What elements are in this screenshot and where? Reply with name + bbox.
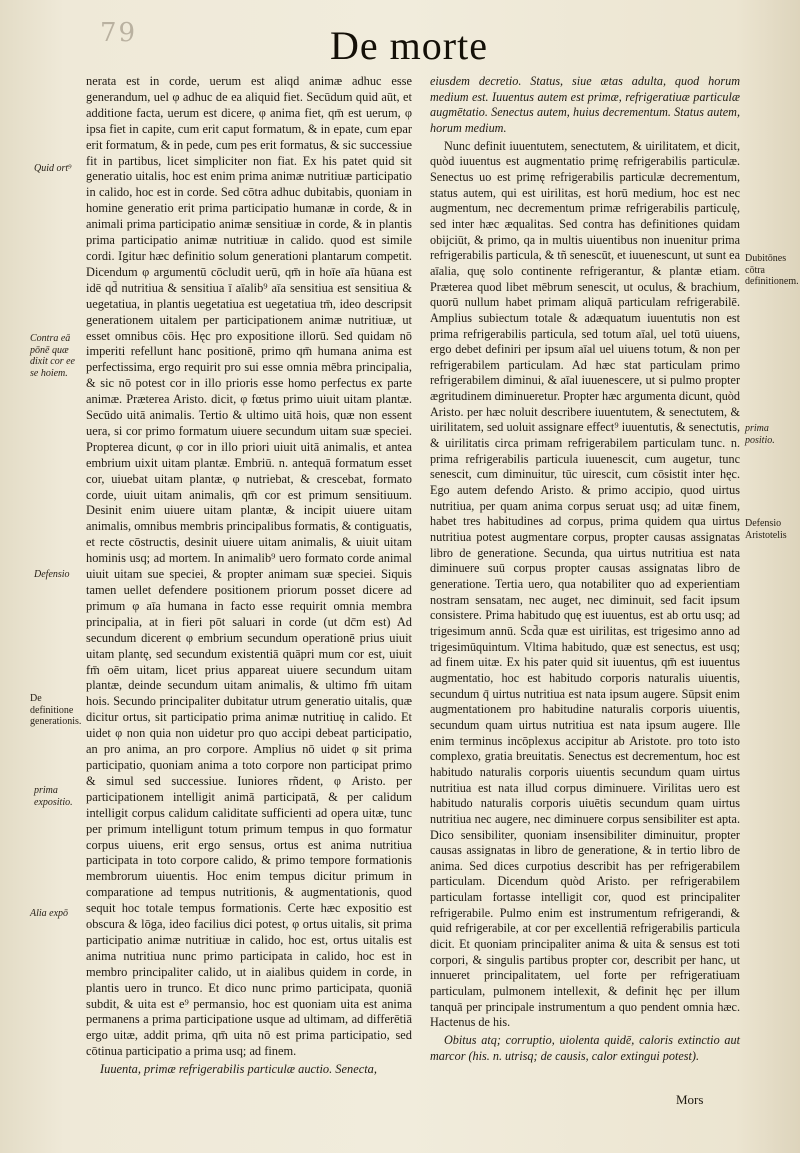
margin-note-contra-ea: Contra eā pōnē quæ dixit cor ee se hoiem. <box>30 333 75 379</box>
margin-note-prima-positio: prima positio. <box>745 423 775 446</box>
right-column <box>430 74 740 1064</box>
folio-number: 79 <box>100 18 138 48</box>
running-head: De morte <box>330 23 488 68</box>
right-column-closing-italic: Obitus atq; corruptio, uiolenta quidē, caloris extinctio aut marcor (his. n. utrisq; de causis, calor extingui potest). <box>430 1033 740 1063</box>
margin-note-de-definitione: De definitione generationis. <box>30 693 82 727</box>
margin-note-quid-ortus: Quid ort⁹ <box>34 163 72 174</box>
margin-note-prima-expositio: prima expositio. <box>34 785 73 808</box>
catchword: Mors <box>676 1092 704 1107</box>
margin-note-defensio-aristotelis: Defensio Aristotelis <box>745 518 787 541</box>
margin-note-alia-expositio: Alia expō <box>30 908 69 919</box>
margin-note-defensio: Defensio <box>34 569 70 580</box>
left-column <box>86 74 412 1078</box>
right-column-opening-italic: eiusdem decretio. Status, siue ætas adulta, quod horum medium est. Iuuentus autem est primæ, refrigeratiuæ particulæ augmētatio. Senectus autem, huius decrementum. Status autem, horum medium. <box>430 74 740 135</box>
right-column-text: Nunc definit iuuentutem, senectutem, & uirilitatem, et dicit, quòd iuuentus est augmentatio primę refrigerabilis particulæ. Senectus uo est primę refrigerabilis particulæ decrementum, status autem, qui est uirilitas, est horū medium, hoc est nec augmentum, nec decrementum primæ refrigerabilis particulę, sed inter hæc æqualitas. Sed contra has definitiones quidam obijciūt, & primo, qa in multis uiuentibus non inuenitur prima refrigerabilis particula, & tñ senescūt, et iuuenescunt, ut sunt ea aīalia, quę solo continente refrigerantur, & plantæ etiam. Præterea quod libet mēbrum senescit, ut oculus, & brachium, quorū nullum habet primam aliquā particulam refrigerabilē. Amplius subiectum totale & adæquatum iuuentutis non est prima refrigerabilis particula, sed totum aīal, uel totū uiuens, ergo debet definiri per ipsum aīal uel uiuens totum, & non per refrigerabilem particulam. Ad hæc stat particulam primo refrigerabilem diminui, & aīal iuuenescere, ut si pulmo propter ægritudinem diminueretur. Propter hæc argumenta dicunt, quòd Aristo. per hæc noluit describere iuuentutem, & senectutem, & uirilitatem, sed uoluit assignare effect⁹ iuuentutis, & senectutis, & uirilitatis circa primam refrigerabilem particulam tunc. n. prima refrigerabilis particula iuuenescit, cum augetur, tunc senescit, cum diminuitur, tūc uirescit, cum cōsistit inter hęc. Ego autem defendo Aristo. & primo accipio, quod uirtus nutritiua, per quam anima corpus seruat usq; ad uitæ finem, habet tres habitudines ad corpus, prima quidem qua uirtus nutritiua potest augmentare corpus, propter causas assignatas libro de generatione. Secunda, qua uirtus nutritiua est nata diminuere suū corpus propter causas assignatas libro de generatione. Tertia uero, qua notabiliter quo ad experientiam nostram sensatam, nec auget, nec diminuit, sed facit ipsum consistere. Prima habitudo quę est iuuentus, est ab ortu usq; ad trigesimum annū. Scd̄a quæ est uirilitas, est trigesimo anno ad trigesimūquintum. Vltima habitudo, quæ est senectus, est usq; ad finem uitæ. Ex his pater quid sit iuuentus, qm̄ est iuuentus augmentatio, hoc est habitudo corporis naturalis uiuentis, secundum q̄ uirtus nutritiua est nata ipsum augere. Sūpsit enim augmentationem pro habitudine naturalis corporis uiuentis, secundum quam uirtus nutritiua est nata ipsum augere. Ille enim terminus incōplexus accipitur ab Aristote. pro toto isto complexo, gratia breuitatis. Senectus est decrementum, hoc est habitudo naturalis corporis uiuentis secundum quam uirtus nutritiua est nata illud corpus diminuere. Virilitas uero est habitudo naturalis corporis uiuētis secundum quam uirtus nutritiua nec augere, nec diminuere corpus sensibiliter est apta. Dico sensibiliter, quoniam insensibiliter diminuitur, propter causas assignatas in libro de generatione, & in tertio libro de anima. Sed dices curpotius describit has per refrigerabilem particulam. Dicendum quòd Aristo. per refrigerabilem particulam fortasse intelligit cor, quod est principaliter refrigerabile. Pulmo enim est instrumentum refrigerandi, & quid refrigerabile, at cor per excellentiā refrigerabilis particula dicit. Et quoniam principaliter anima & uita & sensus est toti corpori, & singulis partibus propter cor, describit per hanc, ut innueret principalitatem, uel forte per refrigeratiuam particulam, pulmonem intellexit, & definit hęc per illum tanquā per principale instrumentum a quo pendent omnia hæc. Hactenus de his. <box>430 138 741 1030</box>
left-column-closing-italic: Iuuenta, primæ refrigerabilis particulæ auctio. Senecta, <box>100 1062 377 1077</box>
left-column-text: nerata est in corde, uerum est aliqd animæ adhuc esse generandum, uel φ adhuc de ea aliquid fiet. Secūdum quid aūt, et additione facta, uerum est dicere, φ anima fiet, qm̄ est uerum, φ ipsa fiet in capite, cum erit caput formatum, & in epate, cum epar erit formatum, & in pede, cum pes erit formatus, & sic successiue fit in partibus, licet simpliciter non fiat. Ex his patet quid sit generatio uitalis, hoc est enim prima animæ nutritiuæ participatio in calido, hoc est in corde. Sed cōtra adhuc dubitabis, quoniam in homine generatio erit prima participatio humanæ in corde, & in animali prima participatio animæ sensitiuæ in corde, & in plantis prima participatio animæ nutritiuæ in calido. quod est simile cordi. Igitur hæc definitio solum generationi plantarum competit. Dicendum φ argumentū cōcludit uerū, qm̄ in hoīe aīa hūana est idē qd̄ nutritiua & sensitiua ī aīalib⁹ aīa sensitiua est sensitiua & uegetatiua, in plantis uegetatiua est uegetatiua tm̄, ideo descripsit generationem uitalem per participationem animæ nutritiuæ, ut esset omnibus cōis. Hęc pro expositione illorū. Sed quidam nō imperiti refellunt hanc positionē, primo qm̄ humana anima est perfectissima, ergo requirit pro sui esse omnia mēbra principalia, & sic nō potest cor in illo prioris esse homo perfectus ex parte animæ. Præterea Aristo. dicit, φ fœtus primo uiuit uitam plantæ. Secūdo uitā animalis. Tertio & ultimo uitā hois, quæ non essent uera, si cor primo formatum uiuere secundum uitam suæ speciei. Propterea dicunt, φ cor in illo priori uiuit uitā animalis, et antea embrium uixit uitam plantæ. Embriū. n. antequā formatum esset cor, uiuebat uitam plantæ, φ nutriebat, & crescebat, formato corde, uiuit uitam animalis, qm̄ cor est primum sensitiuum. Desinit enim uiuere uitam plantæ, & incipit uiuere uitam animalis, omnibus membris principalibus formatis, & contiguatis, et recte cōstructis, desinit uiuere uitam animalis, & uiuit uitam hominis usq; ad mortem. In animalib⁹ uero formato corde animal uiuit uitam sue speciei, & propter animam suæ speciei. Siquis tamen uellet defendere positionem priorum posset dicere ad primum φ aīa humana in facto esse requirit omnia membra principalia, at in fieri pōt saluari in corde (ut dc̄m est) Ad secundum dicerent φ embrium secundum operationē prius uiuit uitam plantę, sed secundum existentiā quāpri mum cor est, uiuit fm̄ oēm uitam, licet prius appareat uiuere secundum uitam plantæ, deinde secundum uitam animalis, & ultimo fm̄ uitam hois. Secundo principaliter dubitatur utrum generatio uitalis, quæ dicitur ortus, sit participatio prima animæ nutritiuę in calido. Et uidet φ non quia non uidetur pro quo accipi debeat participatio, an pro anima, an pro corpore. Amplius nō uidet φ sit prima participatio, quoniam anima a toto corpore non participat primo & simul sed successiue. Iuniores rñdent, φ Aristo. per participationem intelligit animā participatā, & per calidum intelligit corpus calidum caliditate sufficienti ad opera uitæ, tunc per primum intelligunt totum primum tempus in quo formatur corpus uiuens, erit ergo sensus, ortus est anima nutritiua participata in toto corpore calido, & primo tempore formationis membrorum uiuentis. Hoc enim tempus dicitur primum in comparatione ad tempus nutritionis, & augmentationis, quod sequit hoc totale tempus formationis. Certe hæc expositio est obscura & lōga, ideo facilius dici potest, φ ortus uitalis, sit prima participatio animæ nutritiuæ in calido, hoc est, ortus uitalis est anima nutritiua nunc primo participata in calido, hoc est in membro principaliter calido, ut in aialibus quidem in corde, in plantis uero in trunco. Et dico nunc primo participata, quoniā subdit, & uita est e⁹ permansio, hoc est quoniam uita est anima permanens a prima participatione usque ad ultimam, ad differētiā ergo uitæ, addit prima, qm̄ uita nō est prima participatio, sed cōtinua participatio a prima usq; ad finem. <box>86 74 412 1059</box>
margin-note-dubitationes: Dubitōnes cōtra definitionem. <box>745 253 799 287</box>
